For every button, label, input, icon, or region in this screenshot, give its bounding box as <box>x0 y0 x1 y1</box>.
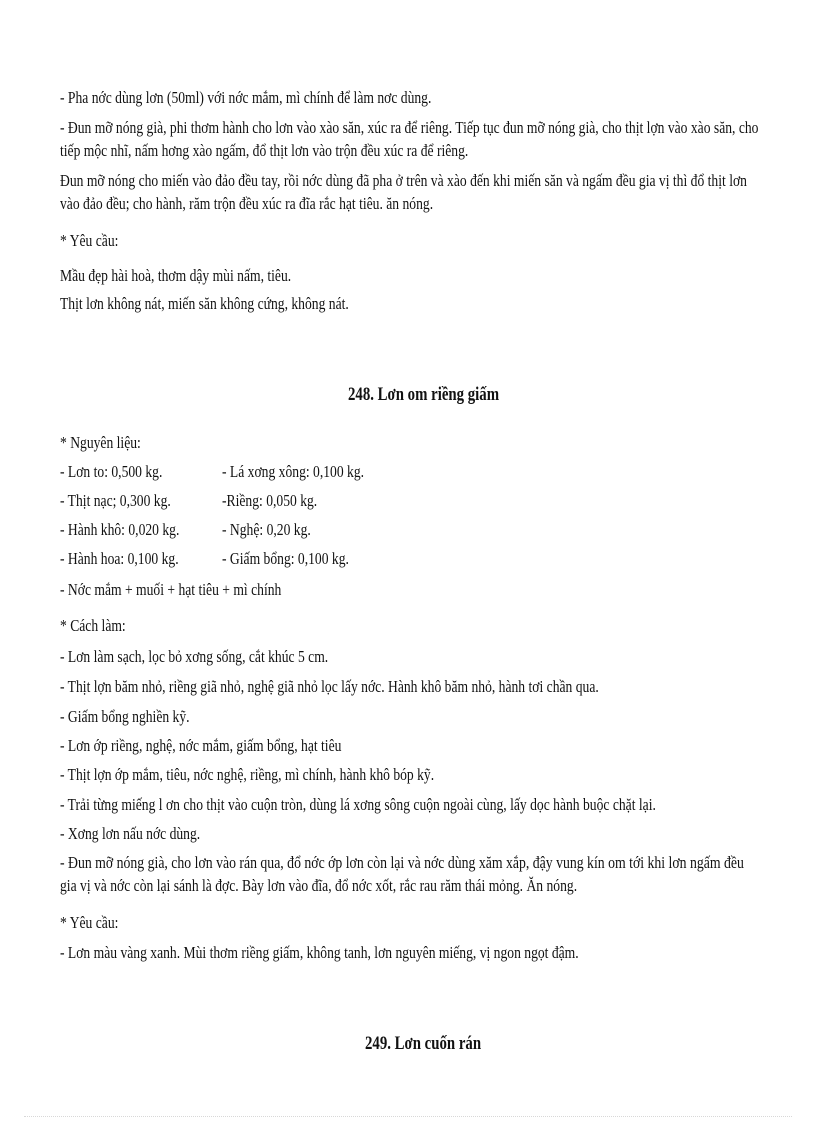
ingredient-right: - Nghệ: 0,20 kg. <box>222 520 311 539</box>
paragraph-line: tiếp mộc nhĩ, nấm hơng xào ngấm, đổ thịt lơn vào trộn đều xúc ra để riêng. <box>60 141 469 160</box>
method-step: - Giấm bổng nghiền kỹ. <box>60 707 190 726</box>
ingredient-left: - Lơn to: 0,500 kg. <box>60 462 163 481</box>
requirements-heading: * Yêu cầu: <box>60 231 119 250</box>
section-title-249: 249. Lơn cuốn rán <box>365 1033 482 1054</box>
section-title-248: 248. Lơn om riềng giấm <box>348 384 500 405</box>
paragraph-line: - Đun mỡ nóng già, phi thơm hành cho lơn vào xào săn, xúc ra để riêng. Tiếp tục đun mỡ nóng già, cho thịt lợn vào xào săn, cho <box>60 118 759 137</box>
ingredient-right: -Riềng: 0,050 kg. <box>222 491 318 510</box>
ingredient-left: - Hành khô: 0,020 kg. <box>60 520 180 539</box>
requirements-heading: * Yêu cầu: <box>60 913 119 932</box>
paragraph-line: Mầu đẹp hài hoà, thơm dậy mùi nấm, tiêu. <box>60 266 292 285</box>
method-step: - Lơn làm sạch, lọc bỏ xơng sống, cắt khúc 5 cm. <box>60 647 329 666</box>
method-step: - Lơn ớp riềng, nghệ, nớc mắm, giấm bổng, hạt tiêu <box>60 736 342 755</box>
ingredients-heading: * Nguyên liệu: <box>60 433 141 452</box>
method-step: - Thịt lợn ớp mắm, tiêu, nớc nghệ, riềng, mì chính, hành khô bóp kỹ. <box>60 765 435 784</box>
method-step: - Đun mỡ nóng già, cho lơn vào rán qua, đổ nớc ớp lơn còn lại và nớc dùng xăm xắp, đậy vung kín om tới khi lơn ngấm đều <box>60 853 744 872</box>
method-step: gia vị và nớc còn lại sánh là đợc. Bày lơn vào đĩa, đổ nớc xốt, rắc rau răm thái mỏng. Ăn nóng. <box>60 876 578 895</box>
method-step: - Thịt lợn băm nhỏ, riềng giã nhỏ, nghệ giã nhỏ lọc lấy nớc. Hành khô băm nhỏ, hành tơi chần qua. <box>60 677 599 696</box>
ingredient-left: - Hành hoa: 0,100 kg. <box>60 549 179 568</box>
ingredient-right: - Giấm bổng: 0,100 kg. <box>222 549 349 568</box>
paragraph-line: vào đảo đều; cho hành, răm trộn đều xúc ra đĩa rắc hạt tiêu. ăn nóng. <box>60 194 434 213</box>
page-bottom-divider <box>24 1116 792 1117</box>
method-heading: * Cách làm: <box>60 616 126 635</box>
paragraph-line: Thịt lơn không nát, miến săn không cứng, không nát. <box>60 294 349 313</box>
ingredient-left: - Thịt nạc; 0,300 kg. <box>60 491 171 510</box>
requirement-line: - Lơn màu vàng xanh. Mùi thơm riềng giấm, không tanh, lơn nguyên miếng, vị ngon ngọt đậm. <box>60 943 579 962</box>
paragraph-line: Đun mỡ nóng cho miến vào đảo đều tay, rồi nớc dùng đã pha ở trên và xào đến khi miến săn và ngấm đều gia vị thì đổ thịt lơn <box>60 171 747 190</box>
method-step: - Trải từng miếng l ơn cho thịt vào cuộn tròn, dùng lá xơng sông cuộn ngoài cùng, lấy dọc hành buộc chặt lại. <box>60 795 656 814</box>
ingredient-right: - Lá xơng xông: 0,100 kg. <box>222 462 365 481</box>
seasoning-line: - Nớc mắm + muối + hạt tiêu + mì chính <box>60 580 282 599</box>
paragraph-line: - Pha nớc dùng lơn (50ml) với nớc mắm, mì chính để làm nơc dùng. <box>60 88 432 107</box>
method-step: - Xơng lơn nấu nớc dùng. <box>60 824 201 843</box>
